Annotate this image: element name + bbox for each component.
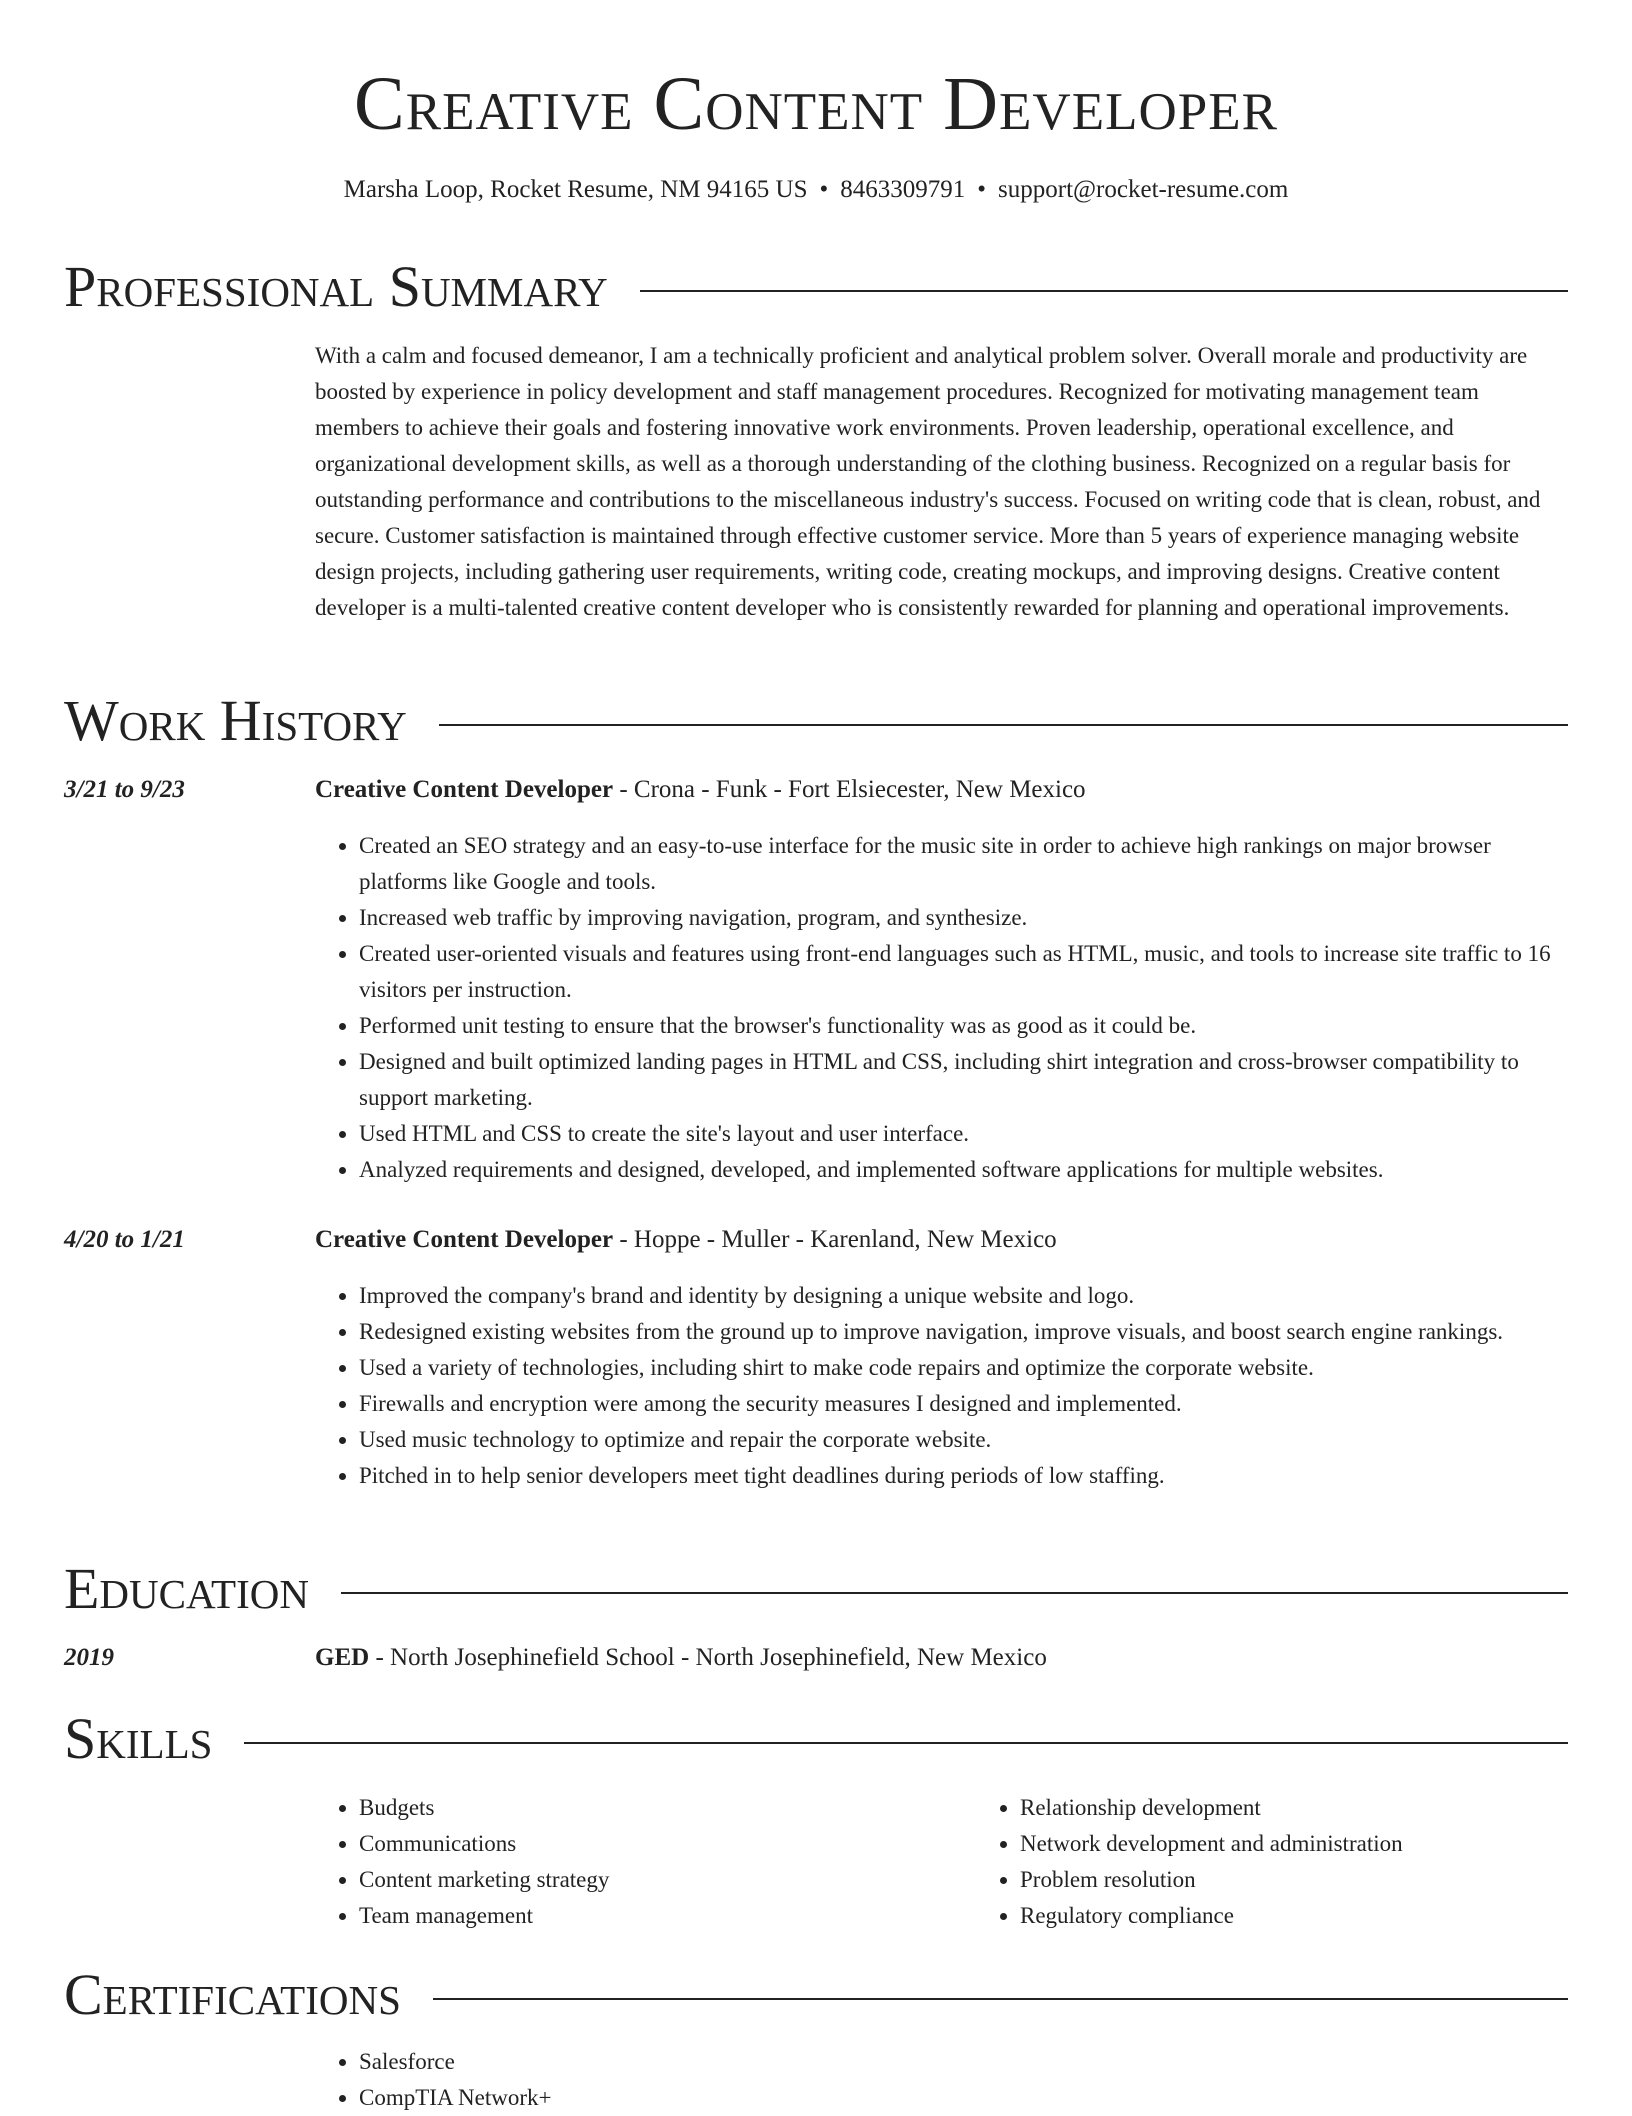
- skills-column-right: [976, 1790, 1632, 1934]
- list-item: • Designed and built optimized landing pages in HTML and CSS, including shirt integration and cross-browser compatibility to support marketing.: [359, 1044, 1568, 1116]
- list-item: • Pitched in to help senior developers meet tight deadlines during periods of low staffing.: [359, 1458, 1568, 1494]
- list-item: • Performed unit testing to ensure that the browser's functionality was as good as it could be.: [359, 1008, 1568, 1044]
- job-title-line: [315, 774, 1086, 806]
- skills-list: [315, 1790, 1568, 1934]
- skills-column-left: [315, 1790, 976, 1934]
- skill-item: • Team management: [359, 1898, 976, 1934]
- certification-item: • Salesforce: [359, 2044, 1568, 2080]
- contact-separator: •: [977, 176, 987, 203]
- section-title-work: Work History: [64, 688, 407, 753]
- education-school: - North Josephinefield School - North Josephinefield, New Mexico: [369, 1644, 1047, 1671]
- skill-item: • Regulatory compliance: [1020, 1898, 1632, 1934]
- list-item: • Used a variety of technologies, including shirt to make code repairs and optimize the corporate website.: [359, 1350, 1568, 1386]
- job-bullets: [315, 1278, 1568, 1494]
- list-item: • Improved the company's brand and identity by designing a unique website and logo.: [359, 1278, 1568, 1314]
- certifications-list: [315, 2044, 1568, 2116]
- contact-separator: •: [819, 176, 829, 203]
- section-divider: [244, 1742, 1568, 1744]
- skill-item: • Communications: [359, 1826, 976, 1862]
- certification-item: • CompTIA Network+: [359, 2080, 1568, 2116]
- section-title-summary: Professional Summary: [64, 254, 608, 319]
- list-item: • Redesigned existing websites from the ground up to improve navigation, improve visuals, and boost search engine rankings.: [359, 1314, 1568, 1350]
- section-header-education: [64, 1556, 1568, 1622]
- contact-email: support@rocket-resume.com: [998, 176, 1289, 203]
- list-item: • Increased web traffic by improving navigation, program, and synthesize.: [359, 900, 1568, 936]
- section-header-work: [64, 688, 1568, 754]
- contact-line: [64, 174, 1568, 206]
- job-bullets: [315, 828, 1568, 1188]
- skill-item: • Relationship development: [1020, 1790, 1632, 1826]
- summary-text: With a calm and focused demeanor, I am a technically proficient and analytical problem solver. Overall morale and productivity are boosted by experience in policy development and staff management procedures. Recognized for motivating management team members to achieve their goals and fostering innovative work environments. Proven leadership, operational excellence, and organizational development skills, as well as a thorough understanding of the clothing business. Recognized on a regular basis for outstanding performance and contributions to the miscellaneous industry's success. Focused on writing code that is clean, robust, and secure. Customer satisfaction is maintained through effective customer service. More than 5 years of experience managing website design projects, including gathering user requirements, writing code, creating mockups, and improving designs. Creative content developer is a multi-talented creative content developer who is consistently rewarded for planning and operational improvements.: [315, 343, 1541, 620]
- job-employer: - Crona - Funk - Fort Elsiecester, New Mexico: [613, 776, 1086, 803]
- job-title: Creative Content Developer: [315, 1226, 614, 1253]
- job-employer: - Hoppe - Muller - Karenland, New Mexico: [613, 1226, 1057, 1253]
- job-dates: 4/20 to 1/21: [64, 1226, 185, 1253]
- list-item: • Created an SEO strategy and an easy-to-use interface for the music site in order to achieve high rankings on major browser platforms like Google and tools.: [359, 828, 1568, 900]
- contact-phone: 8463309791: [840, 176, 966, 203]
- skill-item: • Budgets: [359, 1790, 976, 1826]
- list-item: • Firewalls and encryption were among the security measures I designed and implemented.: [359, 1386, 1568, 1422]
- education-year: 2019: [64, 1644, 114, 1671]
- job-title-line: [315, 1224, 1057, 1256]
- section-divider: [433, 1998, 1568, 2000]
- list-item: • Analyzed requirements and designed, developed, and implemented software applications for multiple websites.: [359, 1152, 1568, 1188]
- section-title-education: Education: [64, 1556, 309, 1621]
- skill-item: • Problem resolution: [1020, 1862, 1632, 1898]
- section-divider: [439, 724, 1568, 726]
- resume-page: [64, 0, 1568, 2110]
- education-degree: GED: [315, 1644, 370, 1671]
- list-item: • Used HTML and CSS to create the site's layout and user interface.: [359, 1116, 1568, 1152]
- page-title: Creative Content Developer: [354, 62, 1278, 146]
- summary-block: [315, 338, 1568, 626]
- section-title-certifications: Certifications: [64, 1962, 401, 2027]
- skill-item: • Network development and administration: [1020, 1826, 1632, 1862]
- section-header-skills: [64, 1706, 1568, 1772]
- list-item: • Used music technology to optimize and repair the corporate website.: [359, 1422, 1568, 1458]
- job-title: Creative Content Developer: [315, 776, 614, 803]
- skill-item: • Content marketing strategy: [359, 1862, 976, 1898]
- section-header-certifications: [64, 1962, 1568, 2028]
- section-title-skills: Skills: [64, 1706, 213, 1771]
- contact-address: Marsha Loop, Rocket Resume, NM 94165 US: [343, 176, 808, 203]
- section-divider: [640, 290, 1568, 292]
- section-header-summary: [64, 254, 1568, 320]
- education-line: [315, 1642, 1047, 1674]
- section-divider: [341, 1592, 1568, 1594]
- list-item: • Created user-oriented visuals and features using front-end languages such as HTML, music, and tools to increase site traffic to 16 visitors per instruction.: [359, 936, 1568, 1008]
- job-dates: 3/21 to 9/23: [64, 776, 185, 803]
